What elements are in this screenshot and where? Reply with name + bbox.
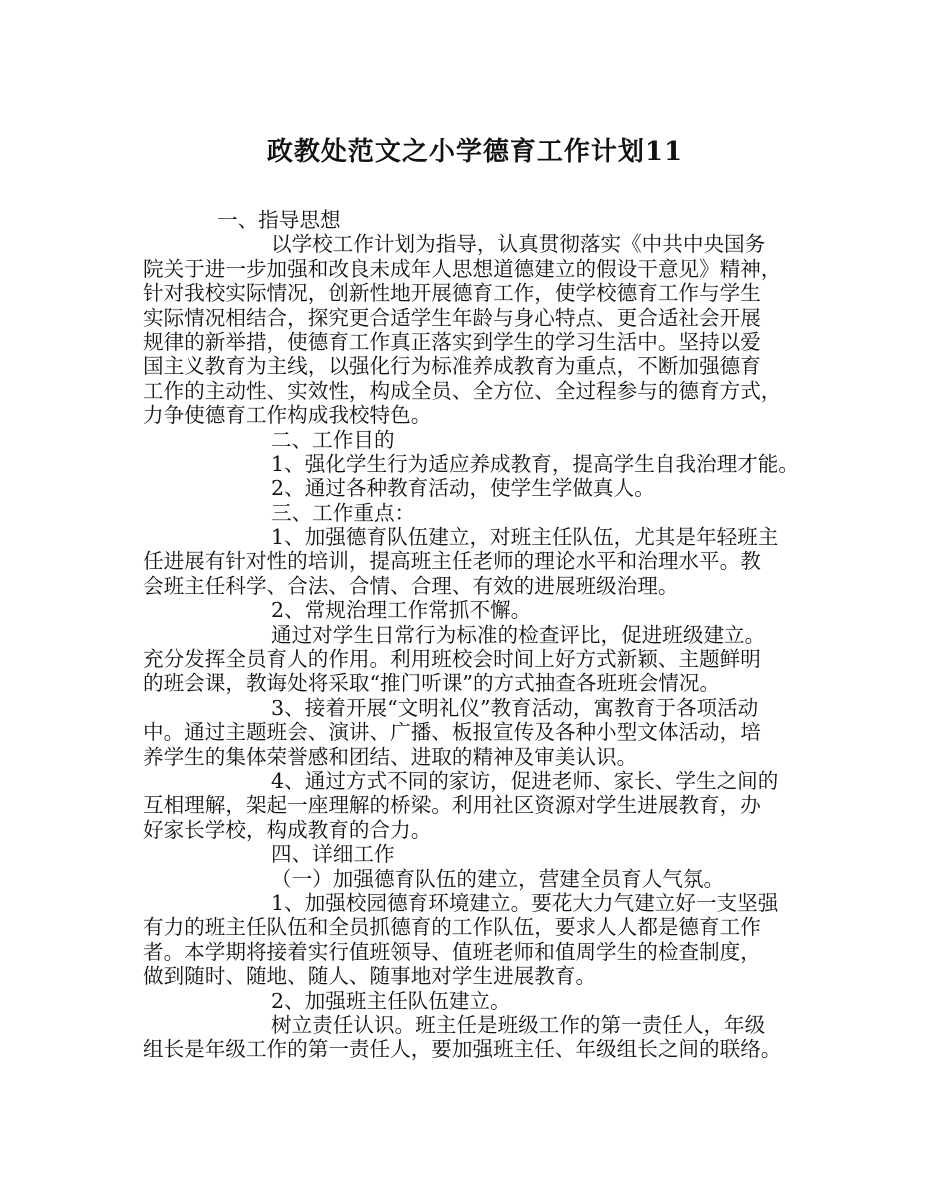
text-line: 四、详细工作: [271, 842, 395, 867]
text-line: 4、通过方式不同的家访，促进老师、家长、学生之间的: [271, 768, 779, 793]
text-line: 院关于进一步加强和改良未成年人思想道德建立的假设干意见》精神，: [143, 256, 782, 281]
text-line: 1、强化学生行为适应养成教育，提高学生自我治理才能。: [271, 451, 799, 476]
text-line: 力争使德育工作构成我校特色。: [143, 403, 432, 428]
text-line: 通过对学生日常行为标准的检查评比，促进班级建立。: [271, 622, 766, 647]
text-line: 以学校工作计划为指导，认真贯彻落实《中共中央国务: [271, 232, 766, 257]
document-title: 政教处范文之小学德育工作计划11: [266, 137, 684, 167]
text-line: 会班主任科学、合法、合情、合理、有效的进展班级治理。: [143, 573, 679, 598]
text-line: 实际情况相结合，探究更合适学生年龄与身心特点、更合适社会开展: [143, 305, 761, 330]
text-line: 规律的新举措，使德育工作真正落实到学生的学习生活中。坚持以爱: [143, 329, 761, 354]
text-line: 养学生的集体荣誉感和团结、进取的精神及审美认识。: [143, 744, 638, 769]
text-line: 树立责任认识。班主任是班级工作的第一责任人，年级: [271, 1012, 766, 1037]
text-line: 1、加强校园德育环境建立。要花大力气建立好一支坚强: [271, 890, 779, 915]
text-line: 一、指导思想: [217, 208, 341, 232]
text-line: 有力的班主任队伍和全员抓德育的工作队伍，要求人人都是德育工作: [143, 915, 761, 940]
text-line: 做到随时、随地、随人、随事地对学生进展教育。: [143, 964, 597, 989]
text-line: 2、通过各种教育活动，使学生学做真人。: [271, 476, 655, 501]
text-line: 中。通过主题班会、演讲、广播、板报宣传及各种小型文体活动，培: [143, 720, 761, 745]
text-line: 好家长学校，构成教育的合力。: [143, 817, 432, 842]
text-line: 互相理解，架起一座理解的桥梁。利用社区资源对学生进展教育，办: [143, 793, 761, 818]
text-line: 1、加强德育队伍建立，对班主任队伍，尤其是年轻班主: [271, 525, 779, 550]
text-line: 组长是年级工作的第一责任人，要加强班主任、年级组长之间的联络。: [143, 1037, 782, 1062]
text-line: 2、常规治理工作常抓不懈。: [271, 598, 532, 623]
text-line: 国主义教育为主线，以强化行为标准养成教育为重点，不断加强德育: [143, 354, 761, 379]
text-line: 三、工作重点：: [271, 500, 416, 525]
text-line: 针对我校实际情况，创新性地开展德育工作，使学校德育工作与学生: [143, 281, 761, 306]
text-line: 的班会课，教诲处将采取“推门听课”的方式抽查各班班会情况。: [143, 671, 721, 696]
text-line: 充分发挥全员育人的作用。利用班校会时间上好方式新颖、主题鲜明: [143, 647, 761, 672]
document-body: [143, 208, 827, 1062]
text-line: 二、工作目的: [271, 427, 395, 452]
text-line: 者。本学期将接着实行值班领导、值班老师和值周学生的检查制度，: [143, 939, 761, 964]
text-line: 任进展有针对性的培训，提高班主任老师的理论水平和治理水平。教: [143, 549, 761, 574]
text-line: 3、接着开展“文明礼仪”教育活动，寓教育于各项活动: [271, 695, 759, 720]
text-line: 2、加强班主任队伍建立。: [271, 988, 511, 1013]
text-line: （一）加强德育队伍的建立，营建全员育人气氛。: [271, 866, 725, 891]
text-line: 工作的主动性、实效性，构成全员、全方位、全过程参与的德育方式，: [143, 378, 782, 403]
